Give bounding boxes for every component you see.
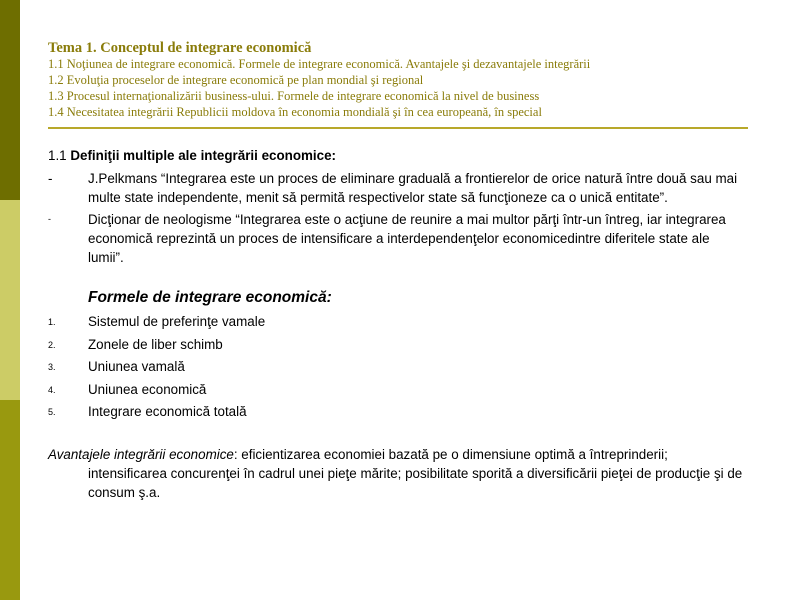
list-item — [48, 402, 748, 425]
definition-text: Dicţionar de neologisme “Integrarea este o acţiune de reunire a mai multor părţi într-un întreg, iar integrarea economică reprezintă un proces de intensificare a interdependenţelor economicedintre diferitele state ale lumii”. — [88, 212, 726, 265]
list-number: 1. — [48, 317, 56, 327]
list-item — [48, 380, 748, 403]
list-number: 5. — [48, 407, 56, 417]
list-text: Sistemul de preferinţe vamale — [88, 314, 266, 329]
list-number: 3. — [48, 362, 56, 372]
header-divider — [48, 127, 748, 129]
definition-item — [48, 210, 748, 267]
slide-title: Tema 1. Conceptul de integrare economică — [48, 40, 312, 56]
list-text: Uniunea vamală — [88, 359, 185, 374]
advantages-label: Avantajele integrării economice — [48, 446, 234, 462]
subtopic-1: 1.1 Noţiunea de integrare economică. Formele de integrare economică. Avantajele şi dezavantajele integrării — [48, 57, 591, 71]
list-number: 2. — [48, 339, 56, 350]
advantages-text: : eficientizarea economiei bazată pe o dimensiune optimă a întreprinderii; intensificarea concurenţei în cadrul unei pieţe mărite; posibilitate sporită a diversificării pieţei de producţie şi de consum ş.a. — [88, 446, 743, 500]
section-heading — [48, 146, 748, 165]
definition-item — [48, 169, 748, 207]
list-item — [48, 312, 748, 335]
sidebar-band-dark — [0, 0, 20, 200]
forms-list — [48, 312, 748, 425]
subtopic-3: 1.3 Procesul internaţionalizării business-ului. Formele de integrare economică la nivel de business — [48, 89, 540, 103]
sidebar-band-mid — [0, 400, 20, 600]
sidebar-decoration — [0, 0, 20, 600]
list-item — [48, 335, 748, 358]
list-text: Zonele de liber schimb — [88, 336, 223, 352]
forms-heading: Formele de integrare economică: — [88, 289, 332, 306]
list-text: Integrare economică totală — [88, 404, 247, 419]
slide-body — [48, 146, 748, 502]
definition-text: J.Pelkmans “Integrarea este un proces de eliminare graduală a frontierelor de orice natură între două sau mai multe state independente, menit să permită respectivelor state să funcţioneze ca o unică entitate”. — [88, 171, 738, 205]
definition-bullet: - — [48, 214, 51, 224]
subtopic-4: 1.4 Necesitatea integrării Republicii moldova în economia mondială şi în cea europeană, în special — [48, 105, 542, 119]
slide-header — [48, 40, 748, 120]
list-number: 4. — [48, 384, 56, 395]
section-number: 1.1 — [48, 148, 67, 163]
section-label: Definiţii multiple ale integrării economice: — [70, 148, 336, 163]
list-item — [48, 357, 748, 380]
subtopic-2: 1.2 Evoluţia proceselor de integrare economică pe plan mondial şi regional — [48, 73, 424, 87]
advantages-paragraph — [48, 445, 748, 502]
definition-bullet: - — [48, 171, 53, 186]
sidebar-band-light — [0, 200, 20, 400]
list-text: Uniunea economică — [88, 381, 207, 397]
